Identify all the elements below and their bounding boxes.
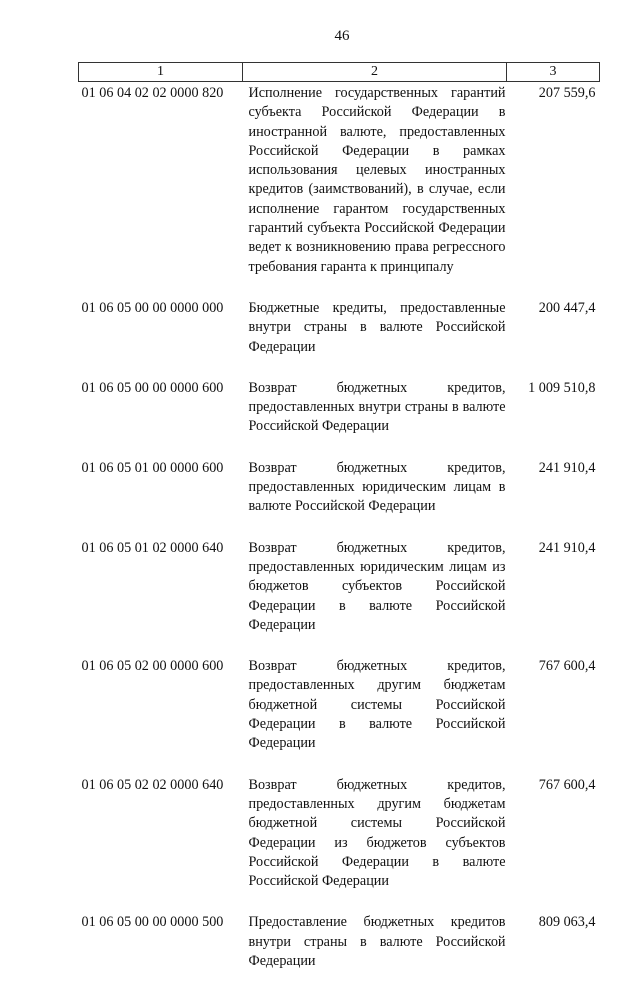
row-description: Возврат бюджетных кредитов, предоставленных другим бюджетам бюджетной системы Российской Федерации из бюджетов субъектов Российской Федерации в валюте Российской Федерации [243,774,507,912]
row-value: 241 910,4 [507,537,600,655]
table-row [79,655,600,773]
table-body [79,82,600,991]
row-description: Предоставление бюджетных кредитов внутри страны в валюте Российской Федерации [243,911,507,991]
row-code: 01 06 05 00 00 0000 000 [79,297,243,377]
row-code: 01 06 05 00 00 0000 500 [79,911,243,991]
row-code: 01 06 05 01 00 0000 600 [79,457,243,537]
row-value: 1 009 510,8 [507,377,600,457]
row-description: Исполнение государственных гарантий субъекта Российской Федерации в иностранной валюте, предоставленных Российской Федерации в рамках использования целевых иностранных кредитов (заимствований), в случае, если исполнение гарантом государственных гарантий субъекта Российской Федерации ведет к возникновению права регрессного требования гаранта к принципалу [243,82,507,297]
row-code: 01 06 05 02 02 0000 640 [79,774,243,912]
row-value: 207 559,6 [507,82,600,297]
table-row [79,377,600,457]
row-description: Бюджетные кредиты, предоставленные внутри страны в валюте Российской Федерации [243,297,507,377]
row-value: 767 600,4 [507,655,600,773]
row-description: Возврат бюджетных кредитов, предоставленных юридическим лицам в валюте Российской Федерации [243,457,507,537]
table-row [79,911,600,991]
row-code: 01 06 05 00 00 0000 600 [79,377,243,457]
table-row [79,537,600,655]
row-code: 01 06 05 01 02 0000 640 [79,537,243,655]
column-header-value: 3 [507,63,600,82]
column-header-code: 1 [79,63,243,82]
table-row [79,774,600,912]
budget-table [78,62,600,991]
header-row [79,63,600,82]
row-value: 809 063,4 [507,911,600,991]
row-value: 767 600,4 [507,774,600,912]
row-description: Возврат бюджетных кредитов, предоставленных юридическим лицам из бюджетов субъектов Российской Федерации в валюте Российской Федерации [243,537,507,655]
table-row [79,297,600,377]
row-value: 241 910,4 [507,457,600,537]
row-description: Возврат бюджетных кредитов, предоставленных внутри страны в валюте Российской Федерации [243,377,507,457]
row-value: 200 447,4 [507,297,600,377]
row-code: 01 06 05 02 00 0000 600 [79,655,243,773]
page-number: 46 [0,28,640,45]
column-header-description: 2 [243,63,507,82]
table-header [79,63,600,82]
table-row [79,457,600,537]
row-description: Возврат бюджетных кредитов, предоставленных другим бюджетам бюджетной системы Российской Федерации в валюте Российской Федерации [243,655,507,773]
row-code: 01 06 04 02 02 0000 820 [79,82,243,297]
table-row [79,82,600,297]
